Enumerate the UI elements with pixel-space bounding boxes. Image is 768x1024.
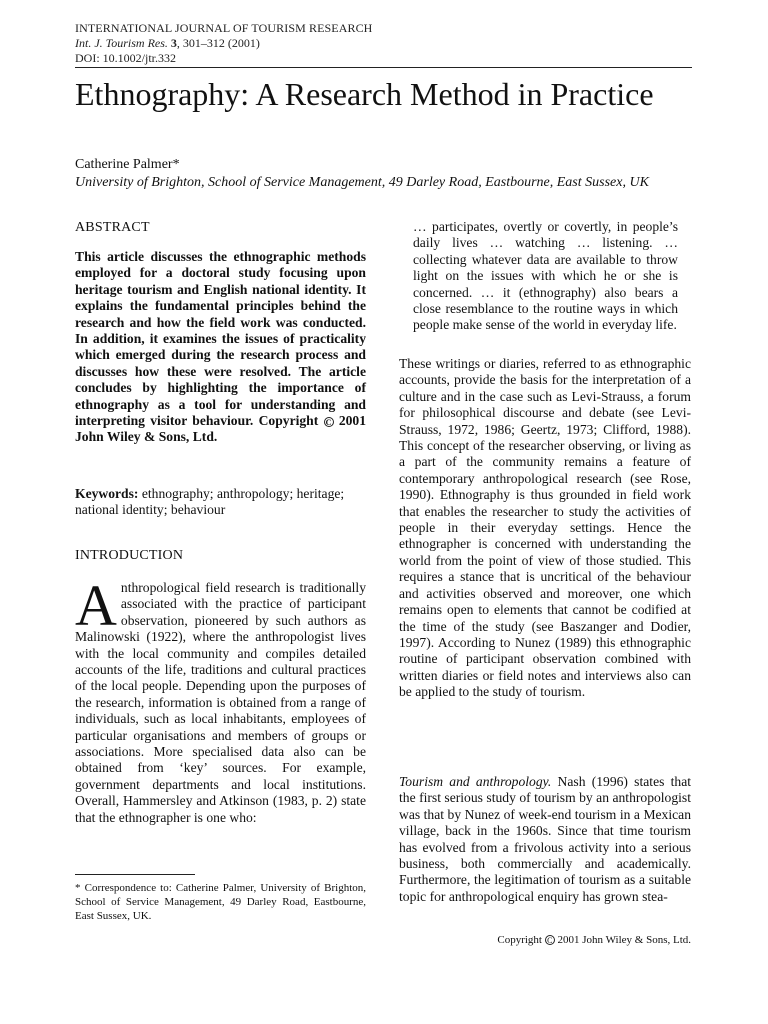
journal-header [75, 21, 695, 66]
correspondence-footnote: * Correspondence to: Catherine Palmer, University of Brighton, School of Service Management, 49 Darley Road, Eastbourne, East Sussex, UK. [75, 882, 366, 922]
keywords-list: ethnography; anthropology; heritage; national identity; behaviour [75, 486, 345, 518]
abstract-copyright: 2001 John Wiley & Sons, Ltd. [75, 413, 367, 445]
paragraph-text: Nash (1996) states that the first serious study of tourism by an anthropologist was that by Nunez of week-end tourism in a Mexican village, back in the 1960s. Since that time tourism has evolved from a frivolous activity into a serious business, both commercially and academically. Furthermore, the legitimation of tourism as a suitable topic for anthropological enquiry has grown stea- [399, 774, 691, 904]
introduction-heading: INTRODUCTION [75, 548, 184, 563]
author-affiliation: University of Brighton, School of Service Management, 49 Darley Road, Eastbourne, East Sussex, UK [75, 175, 649, 190]
introduction-text: nthropological field research is traditionally associated with the practice of participant observation, pioneered by such authors as Malinowski (1922), where the anthropologist lives with the local community and compiles detailed accounts of the life, traditions and cultural practices of the local people. Depending upon the purposes of the research, information is obtained from a range of individuals, such as local inhabitants, employees of particular organisations and members of groups or associations. More specialised data also can be obtained from ‘key’ sources. For example, government departments and local institutions. Overall, Hammersley and Atkinson (1983, p. 2) state that the ethnographer is one who: [75, 580, 366, 825]
abstract-heading: ABSTRACT [75, 220, 150, 235]
doi: DOI: 10.1002/jtr.332 [75, 51, 176, 65]
citation [75, 36, 695, 51]
copyright-icon: C [545, 935, 555, 945]
run-in-subheading: Tourism and anthropology. [399, 774, 552, 789]
header-rule [75, 67, 692, 68]
block-quote: … participates, overtly or covertly, in people’s daily lives … watching … listening. … collecting whatever data are available to throw light on the issues with which he or she is concerned. … it (ethnography) also bears a close resemblance to the routine ways in which people make sense of the world in everyday life. [413, 219, 678, 333]
citation-pages: , 301–312 (2001) [176, 36, 260, 50]
copyright-text: 2001 John Wiley & Sons, Ltd. [554, 934, 691, 946]
copyright-prefix: Copyright [497, 934, 542, 946]
copyright-footer [497, 933, 691, 947]
abstract-text: This article discusses the ethnographic methods employed for a doctoral study focusing upon heritage tourism and English national identity. It explains the fundamental principles behind the research and how the field work was conducted. In addition, it examines the issues of practicality which emerged during the research process and discusses how these were resolved. The article concludes by highlighting the importance of ethnography as a tool for understanding and interpreting visitor behaviour. Copyright [75, 249, 366, 429]
journal-name: INTERNATIONAL JOURNAL OF TOURISM RESEARCH [75, 21, 373, 35]
article-title: Ethnography: A Research Method in Practice [75, 76, 654, 112]
paragraph-ethnographic-accounts: These writings or diaries, referred to as ethnographic accounts, provide the basis for the interpretation of a culture and in the case such as Levi-Strauss, a forum for philosophical discourse and debate (see Levi-Strauss, 1972, 1986; Geertz, 1973; Clifford, 1988). This concept of the researcher observing, or living as a part of the community remains a feature of contemporary anthropological research (see Rose, 1990). Ethnography is thus grounded in field work that enables the researcher to study the activities of people in their everyday settings. Hence the ethnographer is concerned with understanding the world from the point of view of those studied. This requires a stance that is uncritical of the behaviour and activities observed and moreover, one which remains open to elements that cannot be codified at the time of the study (see Baszanger and Dodier, 1997). According to Nunez (1989) this ethnographic routine of participant observation combined with written diaries or field notes and interviews also can be applied to the study of tourism. [399, 356, 691, 700]
citation-journal: Int. J. Tourism Res. [75, 36, 168, 50]
footnote-rule [75, 874, 195, 875]
keywords-label: Keywords: [75, 486, 139, 501]
abstract-body [75, 249, 366, 446]
keywords [75, 486, 366, 519]
introduction-body [75, 573, 366, 826]
author-name: Catherine Palmer* [75, 157, 180, 172]
copyright-icon: C [324, 417, 334, 427]
drop-cap: A [75, 573, 117, 638]
paragraph-tourism-anthropology [399, 774, 691, 905]
citation-volume: 3 [170, 36, 177, 50]
